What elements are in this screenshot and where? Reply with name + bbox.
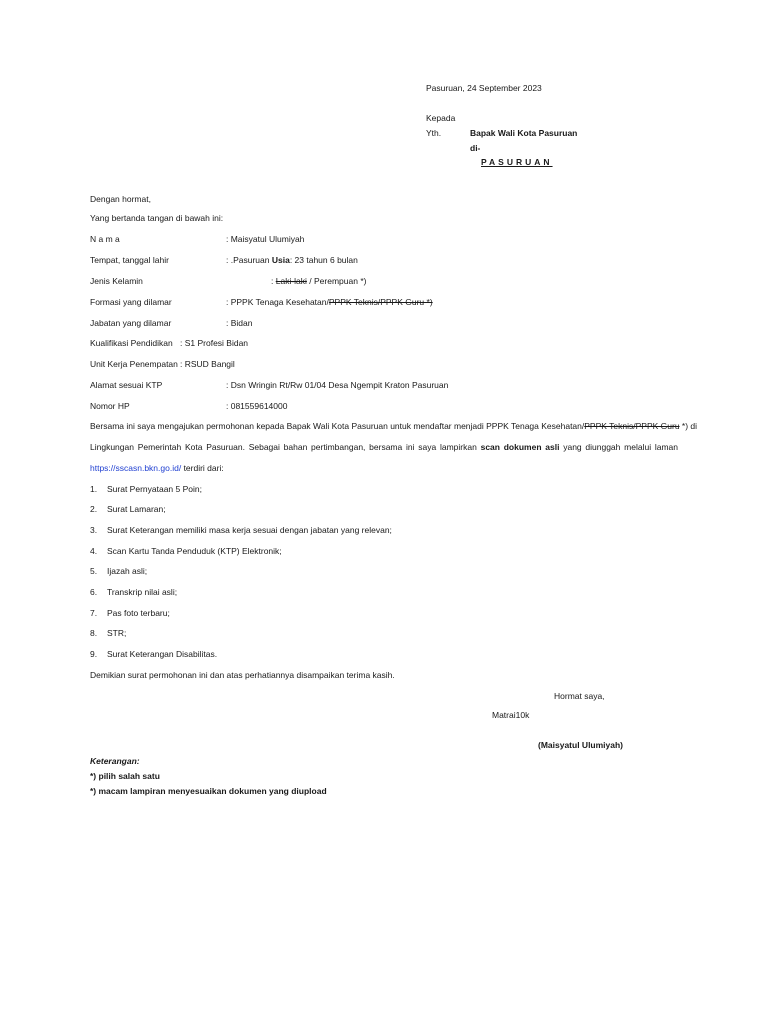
intro-text: Yang bertanda tangan di bawah ini: <box>90 213 224 223</box>
list-item: STR; <box>107 628 127 638</box>
field-label-formasi: Formasi yang dilamar <box>90 297 172 307</box>
list-number: 3. <box>90 525 98 535</box>
body-line-2: Lingkungan Pemerintah Kota Pasuruan. Sebagai bahan pertimbangan, bersama ini saya lampirkan scan dokumen asli yang diunggah melalui laman <box>90 442 678 452</box>
field-label-hp: Nomor HP <box>90 401 130 411</box>
list-item: Surat Lamaran; <box>107 504 166 514</box>
field-value-gender: : Laki-laki / Perempuan *) <box>271 276 367 286</box>
field-label-nama: N a m a <box>90 234 120 244</box>
list-number: 9. <box>90 649 98 659</box>
list-number: 5. <box>90 566 98 576</box>
list-number: 4. <box>90 546 98 556</box>
field-label-ttl: Tempat, tanggal lahir <box>90 255 169 265</box>
note-item: *) pilih salah satu <box>90 771 160 781</box>
list-number: 6. <box>90 587 98 597</box>
salutation: Dengan hormat, <box>90 194 151 204</box>
list-item: Transkrip nilai asli; <box>107 587 178 597</box>
recipient-name: Bapak Wali Kota Pasuruan <box>470 128 578 138</box>
list-item: Pas foto terbaru; <box>107 608 170 618</box>
field-value-ttl: : .Pasuruan Usia: 23 tahun 6 bulan <box>226 255 358 265</box>
notes-title: Keterangan: <box>90 756 140 766</box>
list-item: Scan Kartu Tanda Penduduk (KTP) Elektronik; <box>107 546 282 556</box>
yth-label: Yth. <box>426 128 442 138</box>
regards-text: Hormat saya, <box>554 691 605 701</box>
field-value-kualifikasi: : S1 Profesi Bidan <box>180 338 249 348</box>
list-item: Surat Keterangan Disabilitas. <box>107 649 218 659</box>
note-item: *) macam lampiran menyesuaikan dokumen yang diupload <box>90 786 327 796</box>
kepada-label: Kepada <box>426 113 456 123</box>
field-label-jabatan: Jabatan yang dilamar <box>90 318 172 328</box>
list-item: Ijazah asli; <box>107 566 148 576</box>
list-number: 2. <box>90 504 98 514</box>
field-value-nama: : Maisyatul Ulumiyah <box>226 234 305 244</box>
field-label-kualifikasi: Kualifikasi Pendidikan <box>90 338 173 348</box>
body-line-3: https://sscasn.bkn.go.id/ terdiri dari: <box>90 463 224 473</box>
list-item: Surat Keterangan memiliki masa kerja sesuai dengan jabatan yang relevan; <box>107 525 392 535</box>
recipient-city: PASURUAN <box>481 157 553 167</box>
closing-text: Demikian surat permohonan ini dan atas perhatiannya disampaikan terima kasih. <box>90 670 395 680</box>
field-label-unit-kerja: Unit Kerja Penempatan <box>90 359 178 369</box>
list-number: 1. <box>90 484 98 494</box>
stamp-text: Matrai10k <box>492 710 530 720</box>
list-number: 8. <box>90 628 98 638</box>
sscasn-link[interactable]: https://sscasn.bkn.go.id/ <box>90 463 182 473</box>
field-value-formasi: : PPPK Tenaga Kesehatan/PPPK Teknis/PPPK Guru *) <box>226 297 433 307</box>
field-label-alamat: Alamat sesuai KTP <box>90 380 163 390</box>
field-label-gender: Jenis Kelamin <box>90 276 143 286</box>
list-number: 7. <box>90 608 98 618</box>
place-date: Pasuruan, 24 September 2023 <box>426 83 542 93</box>
field-value-hp: : 081559614000 <box>226 401 288 411</box>
list-item: Surat Pernyataan 5 Poin; <box>107 484 202 494</box>
field-value-unit-kerja: : RSUD Bangil <box>180 359 235 369</box>
field-value-jabatan: : Bidan <box>226 318 253 328</box>
field-value-alamat: : Dsn Wringin Rt/Rw 01/04 Desa Ngempit Kraton Pasuruan <box>226 380 449 390</box>
signer-name: (Maisyatul Ulumiyah) <box>538 740 624 750</box>
recipient-di: di- <box>470 143 481 153</box>
body-line-1: Bersama ini saya mengajukan permohonan kepada Bapak Wali Kota Pasuruan untuk mendaftar menjadi PPPK Tenaga Kesehatan/PPPK Teknis/PPPK Guru *) di <box>90 421 698 431</box>
